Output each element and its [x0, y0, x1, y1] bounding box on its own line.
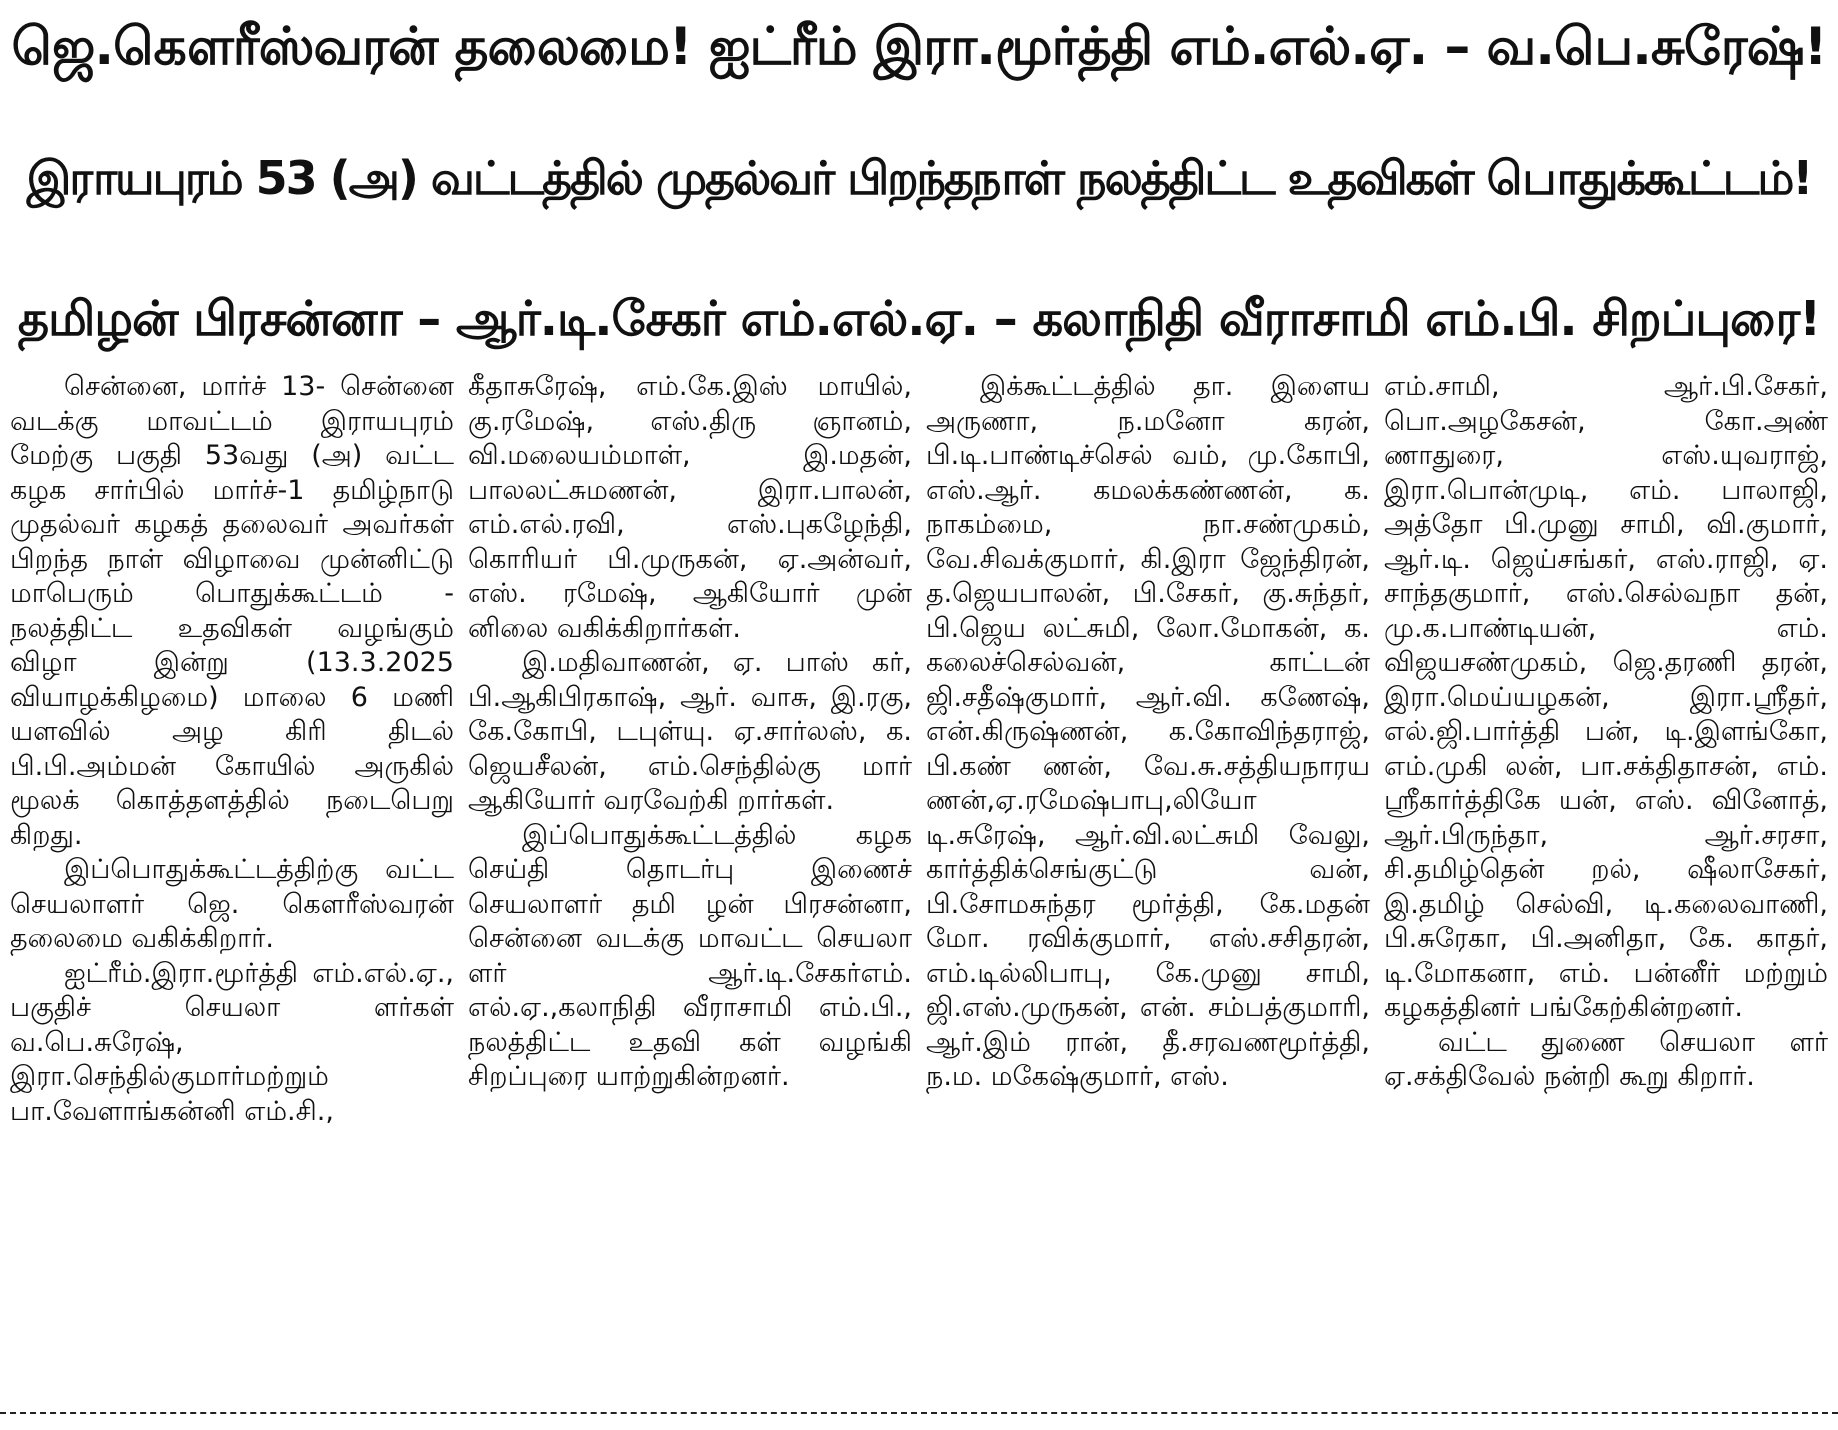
paragraph: இ.மதிவாணன், ஏ. பாஸ் கர், பி.ஆகிபிரகாஷ், ஆர். வாசு, இ.ரகு, கே.கோபி, டபுள்யு. ஏ.சார்லஸ், க. ஜெயசீலன், எம்.செந்தில்கு மார் ஆகியோர் வரவேற்கி றார்கள். — [468, 647, 912, 816]
paragraph: ஐட்ரீம்.இரா.மூர்த்தி எம்.எல்.ஏ., பகுதிச் செயலா ளர்கள் வ.பெ.சுரேஷ், இரா.செந்தில்குமார்மற்றும் பா.வேளாங்கன்னி எம்.சி., — [10, 957, 454, 1127]
dashed-divider — [0, 1412, 1838, 1414]
main-headline: இராயபுரம் 53 (அ) வட்டத்தில் முதல்வர் பிறந்தநாள் நலத்திட்ட உதவிகள் பொதுக்கூட்டம்! — [26, 151, 1812, 205]
paragraph: கீதாசுரேஷ், எம்.கே.இஸ் மாயில், கு.ரமேஷ், எஸ்.திரு ஞானம், வி.மலையம்மாள், இ.மதன், பாலலட்சுமணன், இரா.பாலன், எம்.எல்.ரவி, எஸ்.புகழேந்தி, கொரியர் பி.முருகன், ஏ.அன்வர், எஸ். ரமேஷ், ஆகியோர் முன் னிலை வகிக்கிறார்கள். — [468, 371, 912, 644]
kicker-headline: ஜெ.கௌரீஸ்வரன் தலைமை! ஐட்ரீம் இரா.மூர்த்தி எம்.எல்.ஏ. – வ.பெ.சுரேஷ்! — [11, 17, 1827, 77]
article-column-2 — [468, 370, 912, 1395]
paragraph: சென்னை, மார்ச் 13- சென்னை வடக்கு மாவட்டம் இராயபுரம் மேற்கு பகுதி 53வது (அ) வட்ட கழக சார்பில் மார்ச்-1 தமிழ்நாடு முதல்வர் கழகத் தலைவர் அவர்கள் பிறந்த நாள் விழாவை முன்னிட்டு மாபெரும் பொதுக்கூட்டம் - நலத்திட்ட உதவிகள் வழங்கும் விழா இன்று (13.3.2025 வியாழக்கிழமை) மாலை 6 மணி யளவில் அழ கிரி திடல் பி.பி.அம்மன் கோயில் அருகில் மூலக் கொத்தளத்தில் நடைபெறு கிறது. — [10, 371, 454, 851]
paragraph: வட்ட துணை செயலா ளர் ஏ.சக்திவேல் நன்றி கூறு கிறார். — [1384, 1026, 1828, 1092]
sub-headline: தமிழன் பிரசன்னா – ஆர்.டி.சேகர் எம்.எல்.ஏ. – கலாநிதி வீராசாமி எம்.பி. சிறப்புரை! — [17, 291, 1821, 347]
paragraph: இப்பொதுக்கூட்டத்தில் கழக செய்தி தொடர்பு இணைச் செயலாளர் தமி ழன் பிரசன்னா, சென்னை வடக்கு மாவட்ட செயலா ளர் ஆர்.டி.சேகர்எம். எல்.ஏ.,கலாநிதி வீராசாமி எம்.பி., நலத்திட்ட உதவி கள் வழங்கி சிறப்புரை யாற்றுகின்றனர். — [468, 819, 912, 1092]
article-column-4 — [1384, 370, 1828, 1395]
article-body — [10, 370, 1828, 1395]
paragraph: இக்கூட்டத்தில் தா. இளைய அருணா, ந.மனோ கரன், பி.டி.பாண்டிச்செல் வம், மு.கோபி, எஸ்.ஆர். கமலக்கண்ணன், க. நாகம்மை, நா.சண்முகம், வே.சிவக்குமார், கி.இரா ஜேந்திரன், த.ஜெயபாலன், பி.சேகர், கு.சுந்தர், பி.ஜெய லட்சுமி, லோ.மோகன், க. கலைச்செல்வன், காட்டன் ஜி.சதீஷ்குமார், ஆர்.வி. கணேஷ், என்.கிருஷ்ணன், க.கோவிந்தராஜ், பி.கண் ணன், வே.சு.சத்தியநாரய ணன்,ஏ.ரமேஷ்பாபு,லியோ டி.சுரேஷ், ஆர்.வி.லட்சுமி வேலு, கார்த்திக்செங்குட்டு வன், பி.சோமசுந்தர மூர்த்தி, கே.மதன் மோ. ரவிக்குமார், எஸ்.சசிதரன், எம்.டில்லிபாபு, கே.முனு சாமி, ஜி.எஸ்.முருகன், என். சம்பத்குமாரி, ஆர்.இம் ரான், தீ.சரவணமூர்த்தி, ந.ம. மகேஷ்குமார், எஸ். — [926, 371, 1370, 1092]
article-column-1 — [10, 370, 454, 1395]
paragraph: எம்.சாமி, ஆர்.பி.சேகர், பொ.அழகேசன், கோ.அண் ணாதுரை, எஸ்.யுவராஜ், இரா.பொன்முடி, எம். பாலாஜி, அத்தோ பி.முனு சாமி, வி.குமார், ஆர்.டி. ஜெய்சங்கர், எஸ்.ராஜி, ஏ. சாந்தகுமார், எஸ்.செல்வநா தன், மு.க.பாண்டியன், எம். விஜயசண்முகம், ஜெ.தரணி தரன், இரா.மெய்யழகன், இரா.ஸ்ரீதர், எல்.ஜி.பார்த்தி பன், டி.இளங்கோ, எம்.முகி லன், பா.சக்திதாசன், எம். ஸ்ரீகார்த்திகே யன், எஸ். வினோத், ஆர்.பிருந்தா, ஆர்.சரசா, சி.தமிழ்தென் றல், ஷீலாசேகர், இ.தமிழ் செல்வி, டி.கலைவாணி, பி.சுரேகா, பி.அனிதா, கே. காதர், டி.மோகனா, எம். பன்னீர் மற்றும் கழகத்தினர் பங்கேற்கின்றனர். — [1384, 371, 1828, 1023]
article-column-3 — [926, 370, 1370, 1395]
paragraph: இப்பொதுக்கூட்டத்திற்கு வட்ட செயலாளர் ஜெ. கௌரீஸ்வரன் தலைமை வகிக்கிறார். — [10, 854, 454, 954]
